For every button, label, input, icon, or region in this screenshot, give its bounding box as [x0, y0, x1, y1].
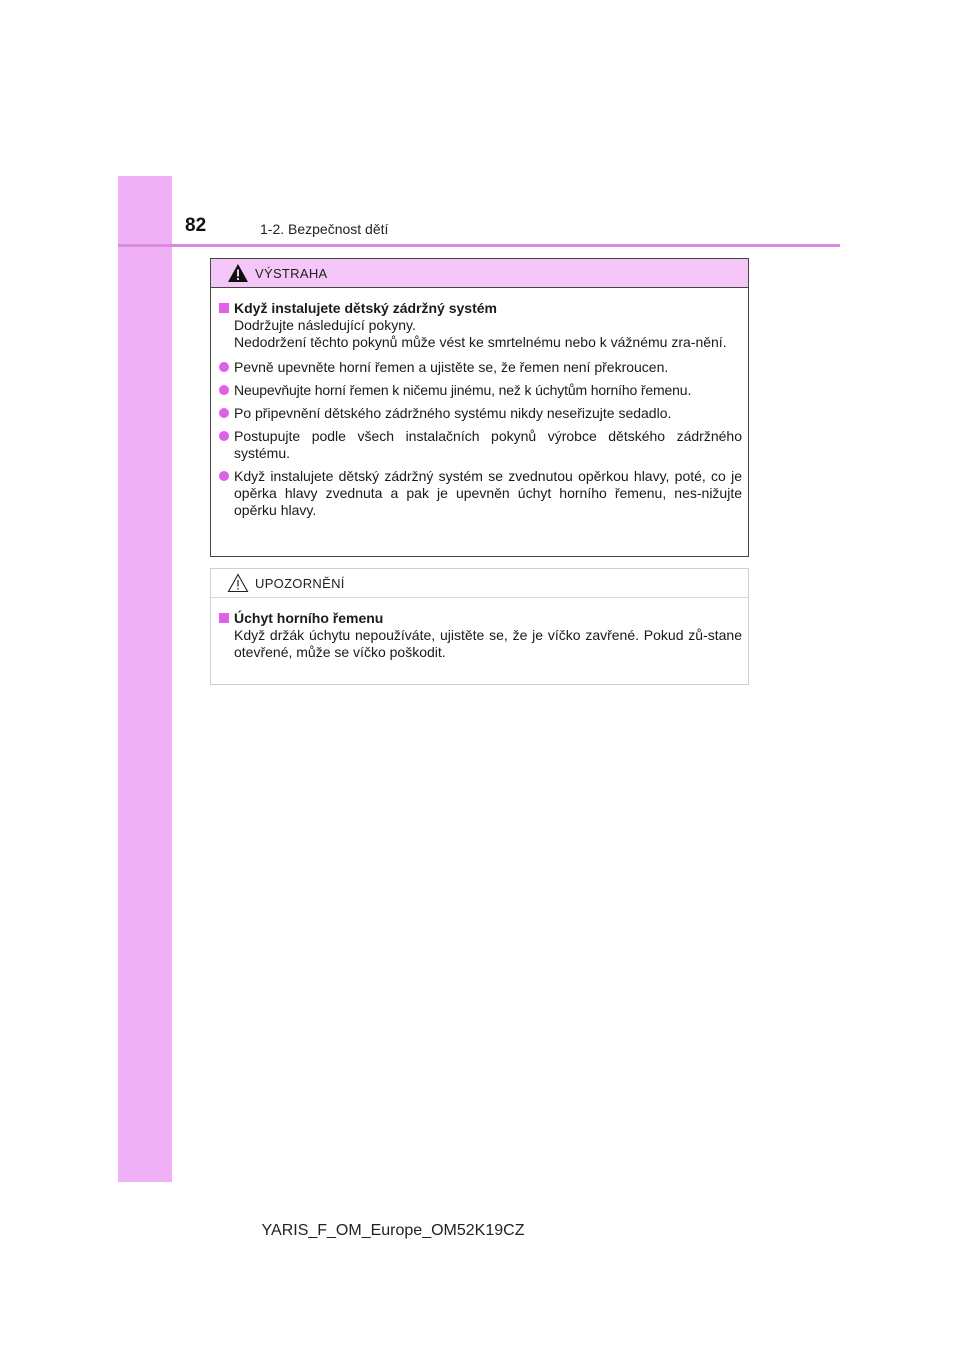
caution-box [210, 568, 749, 685]
list-item [218, 468, 742, 519]
section-title: 1-2. Bezpečnost dětí [260, 221, 389, 237]
square-bullet-icon [219, 303, 229, 313]
round-bullet-icon [219, 385, 229, 395]
list-item-text: Po připevnění dětského zádržného systému nikdy neseřizujte sedadlo. [234, 405, 672, 421]
side-tab-band [118, 176, 172, 1182]
list-item-text: Postupujte podle všech instalačních pokynů výrobce dětského zádržného systému. [234, 428, 742, 461]
warning-box-body [211, 288, 748, 519]
warning-heading-text: Když instalujete dětský zádržný systém [234, 300, 497, 316]
footer-document-code: YARIS_F_OM_Europe_OM52K19CZ [261, 1222, 525, 1239]
warning-box-title: VÝSTRAHA [255, 266, 328, 281]
caution-heading-text: Úchyt horního řemenu [234, 610, 384, 626]
round-bullet-icon [219, 431, 229, 441]
caution-heading [218, 610, 742, 627]
round-bullet-icon [219, 408, 229, 418]
page-number: 82 [185, 215, 207, 236]
header-rule [118, 244, 840, 247]
round-bullet-icon [219, 362, 229, 372]
caution-triangle-icon [227, 573, 249, 593]
caution-text: Když držák úchytu nepoužíváte, ujistěte se, že je víčko zavřené. Pokud zů-stane otevřené, může se víčko poškodit. [234, 627, 742, 660]
warning-box [210, 258, 749, 557]
list-item [218, 428, 742, 462]
caution-box-header [211, 569, 748, 598]
round-bullet-icon [219, 471, 229, 481]
warning-intro-line1: Dodržujte následující pokyny. [234, 317, 416, 333]
square-bullet-icon [219, 613, 229, 623]
warning-bullet-list [218, 359, 742, 519]
warning-box-header [211, 259, 748, 288]
list-item [218, 359, 742, 376]
warning-intro-line2: Nedodržení těchto pokynů může vést ke smrtelnému nebo k vážnému zra-nění. [234, 334, 727, 350]
list-item [218, 405, 742, 422]
list-item-text: Když instalujete dětský zádržný systém se zvednutou opěrkou hlavy, poté, co je opěrka hlavy zvednuta a pak je upevněn úchyt horního řemenu, nes-nižujte opěrku hlavy. [234, 468, 742, 518]
warning-triangle-icon [227, 263, 249, 283]
warning-heading [218, 300, 742, 317]
list-item-text: Neupevňujte horní řemen k ničemu jinému, než k úchytům horního řemenu. [234, 382, 692, 398]
list-item [218, 382, 742, 399]
caution-box-title: UPOZORNĚNÍ [255, 576, 345, 591]
caution-box-body [211, 598, 748, 661]
list-item-text: Pevně upevněte horní řemen a ujistěte se, že řemen není překroucen. [234, 359, 669, 375]
